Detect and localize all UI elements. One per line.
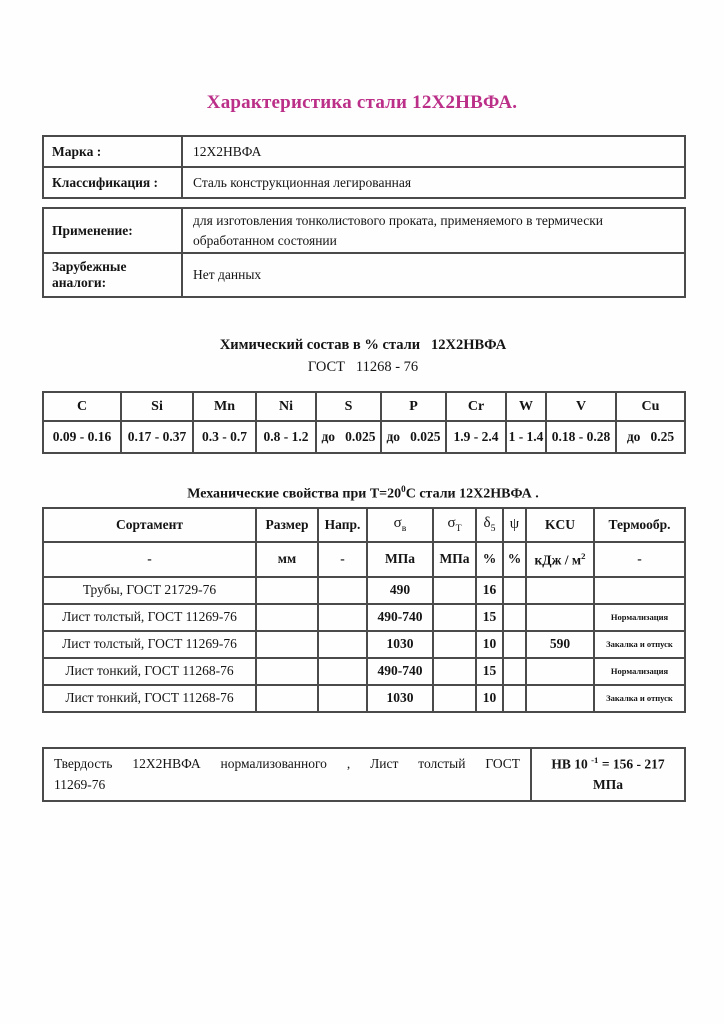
mech-value-cell <box>526 658 594 685</box>
mech-value-cell: 10 <box>476 685 503 712</box>
mech-unit-cell: % <box>476 542 503 577</box>
chem-element-value: до 0.25 <box>616 421 685 453</box>
chem-element-value: до 0.025 <box>381 421 446 453</box>
mech-header-sigma-t: $\sigma_Т$ <box>433 508 476 542</box>
mech-value-cell <box>433 577 476 604</box>
mech-thermo-cell: Закалка и отпуск <box>594 685 685 712</box>
mech-sortament-cell: Лист тонкий, ГОСТ 11268-76 <box>43 685 256 712</box>
mech-value-cell <box>318 685 367 712</box>
info-value-mark: 12Х2НВФА <box>182 136 685 167</box>
mech-value-cell <box>318 658 367 685</box>
mech-value-cell: 16 <box>476 577 503 604</box>
info-row-classification <box>43 167 685 198</box>
info-label-mark: Марка : <box>43 136 182 167</box>
chem-element-value: 0.8 - 1.2 <box>256 421 316 453</box>
chem-element-header: Ni <box>256 392 316 421</box>
mech-value-cell: 490-740 <box>367 604 433 631</box>
mech-value-cell <box>503 577 526 604</box>
mech-data-row <box>43 577 685 604</box>
hardness-table <box>42 747 686 802</box>
chemical-composition-table <box>42 391 686 454</box>
hardness-description <box>43 748 531 801</box>
mech-value-cell <box>256 658 318 685</box>
info-value-foreign-analogs: Нет данных <box>182 253 685 297</box>
mech-value-cell: 1030 <box>367 685 433 712</box>
mech-sortament-cell: Лист тонкий, ГОСТ 11268-76 <box>43 658 256 685</box>
hardness-row <box>43 748 685 801</box>
mech-header-sigma-b: $\sigma_в$ <box>367 508 433 542</box>
mech-thermo-cell: Закалка и отпуск <box>594 631 685 658</box>
mech-value-cell: 15 <box>476 658 503 685</box>
mech-thermo-cell: Нормализация <box>594 658 685 685</box>
chem-element-header: Cr <box>446 392 506 421</box>
chem-element-header: Cu <box>616 392 685 421</box>
mech-data-row <box>43 658 685 685</box>
mech-value-cell <box>256 685 318 712</box>
chemical-heading-line2: ГОСТ 11268 - 76 <box>307 359 419 376</box>
mech-thermo-cell <box>594 577 685 604</box>
chem-element-value: до 0.025 <box>316 421 381 453</box>
mech-value-cell <box>503 658 526 685</box>
mech-value-cell <box>526 685 594 712</box>
mech-sortament-cell: Лист толстый, ГОСТ 11269-76 <box>43 604 256 631</box>
mech-unit-cell: - <box>594 542 685 577</box>
info-label-application: Применение: <box>43 208 182 253</box>
info-value-classification: Сталь конструкционная легированная <box>182 167 685 198</box>
mech-unit-cell: МПа <box>433 542 476 577</box>
mech-sortament-cell: Трубы, ГОСТ 21729-76 <box>43 577 256 604</box>
mech-thermo-cell: Нормализация <box>594 604 685 631</box>
chem-element-header: V <box>546 392 616 421</box>
hardness-value: НВ 10 $^{-1}$ = 156 - 217 МПа <box>531 748 685 801</box>
info-row-foreign-analogs <box>43 253 685 297</box>
chem-element-value: 0.09 - 0.16 <box>43 421 121 453</box>
chem-element-header: C <box>43 392 121 421</box>
chem-element-value: 1 - 1.4 <box>506 421 546 453</box>
chem-element-value: 1.9 - 2.4 <box>446 421 506 453</box>
page-title: Характеристика стали 12Х2НВФА. <box>206 92 518 113</box>
mech-header-psi: ψ <box>503 508 526 542</box>
mech-value-cell: 1030 <box>367 631 433 658</box>
mech-unit-cell: кДж / $м^2$ <box>526 542 594 577</box>
chem-element-value: 0.17 - 0.37 <box>121 421 193 453</box>
mech-value-cell <box>503 604 526 631</box>
mech-unit-cell: - <box>43 542 256 577</box>
mech-data-row <box>43 604 685 631</box>
chem-value-row <box>43 421 685 453</box>
mech-header-delta-5: $\delta_5$ <box>476 508 503 542</box>
chem-element-header: W <box>506 392 546 421</box>
mech-header-sortament: Сортамент <box>43 508 256 542</box>
mech-value-cell <box>526 577 594 604</box>
mech-unit-cell: мм <box>256 542 318 577</box>
mech-value-cell <box>256 577 318 604</box>
mech-value-cell <box>318 604 367 631</box>
mech-value-cell: 15 <box>476 604 503 631</box>
info-row-application <box>43 208 685 253</box>
mech-data-row <box>43 631 685 658</box>
chem-header-row <box>43 392 685 421</box>
mech-value-cell <box>433 631 476 658</box>
steel-info-table-top <box>42 135 686 199</box>
mech-value-cell: 590 <box>526 631 594 658</box>
mech-value-cell <box>433 658 476 685</box>
mech-value-cell <box>256 631 318 658</box>
mech-value-cell <box>503 685 526 712</box>
steel-info-table-bottom <box>42 207 686 298</box>
chem-element-header: Si <box>121 392 193 421</box>
mech-unit-cell: МПа <box>367 542 433 577</box>
chem-element-header: S <box>316 392 381 421</box>
hardness-description-line1: Твердость 12Х2НВФА нормализованного , Лист толстый ГОСТ <box>54 755 520 771</box>
hardness-description-line2: 11269-76 <box>54 777 106 793</box>
mech-unit-cell: % <box>503 542 526 577</box>
document-content <box>42 135 684 802</box>
mech-header-row <box>43 508 685 542</box>
mechanical-heading <box>42 484 684 503</box>
mech-value-cell <box>318 631 367 658</box>
chem-element-header: Mn <box>193 392 256 421</box>
mechanical-properties-table <box>42 507 686 713</box>
chem-element-header: P <box>381 392 446 421</box>
mech-value-cell <box>318 577 367 604</box>
chem-element-value: 0.18 - 0.28 <box>546 421 616 453</box>
mech-value-cell: 490-740 <box>367 658 433 685</box>
chemical-heading <box>42 334 684 378</box>
mech-units-row <box>43 542 685 577</box>
mech-value-cell: 10 <box>476 631 503 658</box>
chemical-heading-line1: Химический состав в % стали 12Х2НВФА <box>219 337 507 354</box>
mech-data-row <box>43 685 685 712</box>
mech-heading-prefix: Механические свойства при Т=20 <box>187 486 402 502</box>
mech-header-kcu: KCU <box>526 508 594 542</box>
mech-heading-sup: 0 <box>401 484 406 495</box>
mech-value-cell <box>433 604 476 631</box>
mech-value-cell <box>526 604 594 631</box>
mech-value-cell <box>503 631 526 658</box>
info-label-foreign-analogs: Зарубежные аналоги: <box>43 253 182 297</box>
mech-sortament-cell: Лист толстый, ГОСТ 11269-76 <box>43 631 256 658</box>
mech-header-size: Размер <box>256 508 318 542</box>
mech-value-cell: 490 <box>367 577 433 604</box>
mech-value-cell <box>433 685 476 712</box>
mech-heading-suffix: С стали 12Х2НВФА . <box>405 486 539 502</box>
mech-header-thermo: Термообр. <box>594 508 685 542</box>
info-row-mark <box>43 136 685 167</box>
mech-unit-cell: - <box>318 542 367 577</box>
mech-header-direction: Напр. <box>318 508 367 542</box>
info-label-classification: Классификация : <box>43 167 182 198</box>
chem-element-value: 0.3 - 0.7 <box>193 421 256 453</box>
mech-value-cell <box>256 604 318 631</box>
info-value-application: для изготовления тонколистового проката, применяемого в термически обработанном состоянии <box>182 208 685 253</box>
